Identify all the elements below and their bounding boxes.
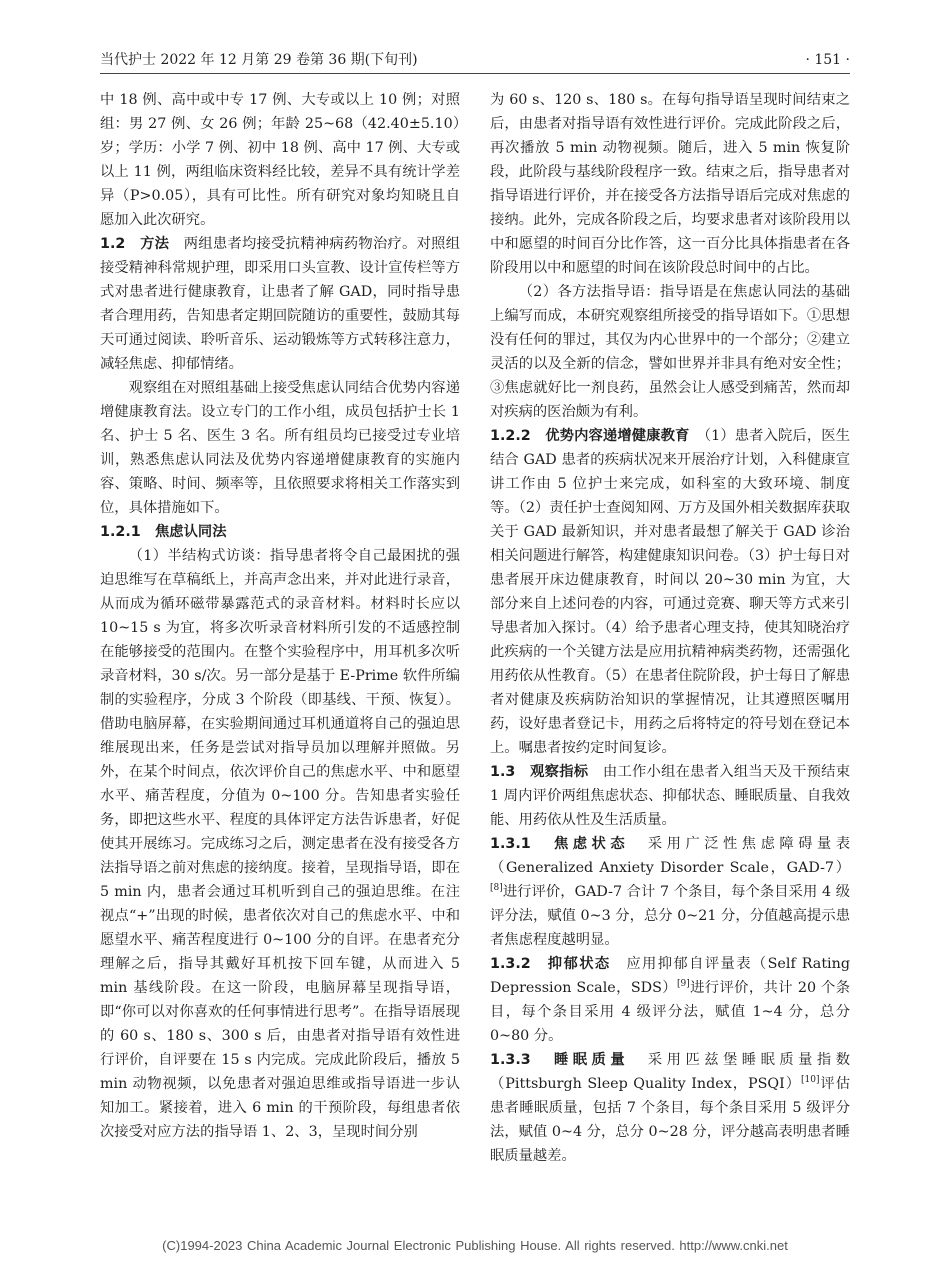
section-text: （1）患者入院后，医生结合 GAD 患者的疾病状况来开展治疗计划，入科健康宣讲工作由 5 位护士来完成，如科室的大致环境、制度等。（2）责任护士查阅知网、万方及国外相关数据库获取关于 GAD 最新知识，并对患者最想了解关于 GAD 诊治相关问题进行解答，构建健康知识问卷。（3）护士每日对患者展开床边健康教育，时间以 20~30 min 为宜，大部分来自上述问卷的内容，可通过竞赛、聊天等方式来引导患者加入探讨。（4）给予患者心理支持，使其知晓治疗此疾病的一个关键方法是应用抗精神病类药物，还需强化用药依从性教育。（5）在患者住院阶段，护士每日了解患者对健康及疾病防治知识的掌握情况，让其遵照医嘱用药，设好患者登记卡，用药之后将特定的符号划在登记本上。嘱患者按约定时间复诊。 (490, 428, 850, 756)
section-heading-1-2-1: 1.2.1 焦虑认同法 (100, 524, 227, 540)
section-text: 采用广泛性焦虑障碍量表（Generalized Anxiety Disorder Scale，GAD-7） (490, 836, 850, 876)
paragraph: 为 60 s、120 s、180 s。在每句指导语呈现时间结束之后，由患者对指导语有效性进行评价。完成此阶段之后，再次播放 5 min 动物视频。随后，进入 5 min 恢复阶段，此阶段与基线阶段程序一致。结束之后，指导患者对指导语进行评价，并在接受各方法指导语后完成对焦虑的接纳。此外，完成各阶段之后，均要求患者对该阶段用以中和愿望的时间百分比作答，这一百分比具体指患者在各阶段用以中和愿望的时间在该阶段总时间中的占比。 (490, 92, 850, 276)
section-heading-1-2: 1.2 方法 (100, 236, 170, 252)
paragraph: 中 18 例、高中或中专 17 例、大专或以上 10 例；对照组：男 27 例、女 26 例；年龄 25~68（42.40±5.10）岁；学历：小学 7 例、初中 18 例、高中 17 例、大专或以上 11 例，两组临床资料经比较，差异不具有统计学差异（P>0.05），具有可比性。所有研究对象均知晓且自愿加入此次研究。 (100, 92, 460, 228)
section-text: 进行评价，GAD-7 合计 7 个条目，每个条目采用 4 级评分法，赋值 0~3 分，总分 0~21 分，分值越高提示患者焦虑程度越明显。 (490, 884, 850, 948)
section-heading-1-3-2: 1.3.2 抑郁状态 (490, 956, 611, 972)
section-text: 应用抑郁自评量表（Self Rating Depression Scale，SDS） (490, 956, 850, 996)
running-header (100, 46, 850, 74)
citation-8: [8] (490, 883, 503, 894)
page-number: · 151 · (805, 52, 850, 68)
section-heading-1-3: 1.3 观察指标 (490, 764, 589, 780)
right-column (490, 88, 850, 1193)
left-column (100, 88, 460, 1193)
paragraph: （2）各方法指导语：指导语是在焦虑认同法的基础上编写而成，本研究观察组所接受的指导语如下。①思想没有任何的罪过，其仅为内心世界中的一个部分；②建立灵活的以及全新的信念，譬如世界并非具有绝对安全性；③焦虑就好比一剂良药，虽然会让人感受到痛苦，然而却对疾病的医治颇为有利。 (490, 284, 850, 420)
section-text: 进行评价，共计 20 个条目，每个条目采用 4 级评分法，赋值 1~4 分，总分 0~80 分。 (490, 980, 850, 1044)
section-heading-1-3-1: 1.3.1 焦虑状态 (490, 836, 630, 852)
citation-10: [10] (800, 1075, 820, 1086)
section-text: 由工作小组在患者入组当天及干预结束 1 周内评价两组焦虑状态、抑郁状态、睡眠质量、自我效能、用药依从性及生活质量。 (490, 764, 850, 828)
journal-info: 当代护士 2022 年 12 月第 29 卷第 36 期(下旬刊) (100, 52, 418, 68)
section-text: 评估患者睡眠质量，包括 7 个条目，每个条目采用 5 级评分法，赋值 0~4 分，总分 0~28 分，评分越高表明患者睡眠质量越差。 (490, 1076, 850, 1164)
citation-9: [9] (676, 979, 690, 990)
section-text: 采用匹兹堡睡眠质量指数（Pittsburgh Sleep Quality Index，PSQI） (490, 1052, 850, 1092)
section-1-3-2 (490, 952, 850, 1048)
section-heading-1-3-3: 1.3.3 睡眠质量 (490, 1052, 630, 1068)
section-1-3 (490, 760, 850, 832)
paragraph: 观察组在对照组基础上接受焦虑认同结合优势内容递增健康教育法。设立专门的工作小组，成员包括护士长 1 名、护士 5 名、医生 3 名。所有组员均已接受过专业培训，熟悉焦虑认同法及优势内容递增健康教育的实施内容、策略、时间、频率等，且依照要求将相关工作落实到位，具体措施如下。 (100, 380, 460, 516)
methods-paragraph (100, 232, 460, 376)
section-1-3-3 (490, 1048, 850, 1168)
section-heading-1-2-2: 1.2.2 优势内容递增健康教育 (490, 428, 690, 444)
copyright-footer: (C)1994-2023 China Academic Journal Electronic Publishing House. All rights reserved. http://www.cnki.net (162, 1238, 788, 1253)
methods-text: 两组患者均接受抗精神病药物治疗。对照组接受精神科常规护理，即采用口头宣教、设计宣传栏等方式对患者进行健康教育，让患者了解 GAD，同时指导患者合理用药，告知患者定期回院随访的重要性，鼓励其每天可通过阅读、聆听音乐、运动锻炼等方式转移注意力，减轻焦虑、抑郁情绪。 (100, 236, 460, 372)
section-1-3-1 (490, 832, 850, 952)
section-1-2-2 (490, 424, 850, 760)
paragraph: （1）半结构式访谈：指导患者将令自己最困扰的强迫思维写在草稿纸上，并高声念出来，并对此进行录音，从而成为循环磁带暴露范式的录音材料。材料时长应以 10~15 s 为宜，将多次听录音材料所引发的不适感控制在能够接受的范围内。在整个实验程序中，用耳机多次听录音材料，30 s/次。另一部分是基于 E-Prime 软件所编制的实验程序，分成 3 个阶段（即基线、干预、恢复）。借助电脑屏幕，在实验期间通过耳机通道将自己的强迫思维展现出来，任务是尝试对指导员加以理解并照做。另外，在某个时间点，依次评价自己的焦虑水平、中和愿望水平、痛苦程度，分值为 0~100 分。告知患者实验任务，即把这些水平、程度的具体评定方法告诉患者，好促使其开展练习。完成练习之后，测定患者在没有接受各方法指导语之前对焦虑的接纳度。接着，呈现指导语，即在 5 min 内，患者会通过耳机听到自己的强迫思维。在注视点“+”出现的时候，患者依次对自己的焦虑水平、中和愿望水平、痛苦程度进行 0~100 分的自评。在患者充分理解之后，指导其戴好耳机按下回车键，从而进入 5 min 基线阶段。在这一阶段，电脑屏幕呈现指导语，即“你可以对你喜欢的任何事情进行思考”。在指导语展现的 60 s、180 s、300 s 后，由患者对指导语有效性进行评价，自评要在 15 s 内完成。完成此阶段后，播放 5 min 动物视频，以免患者对强迫思维或指导语进一步认知加工。紧接着，进入 6 min 的干预阶段，每组患者依次接受对应方法的指导语 1、2、3，呈现时间分别 (100, 548, 460, 1140)
